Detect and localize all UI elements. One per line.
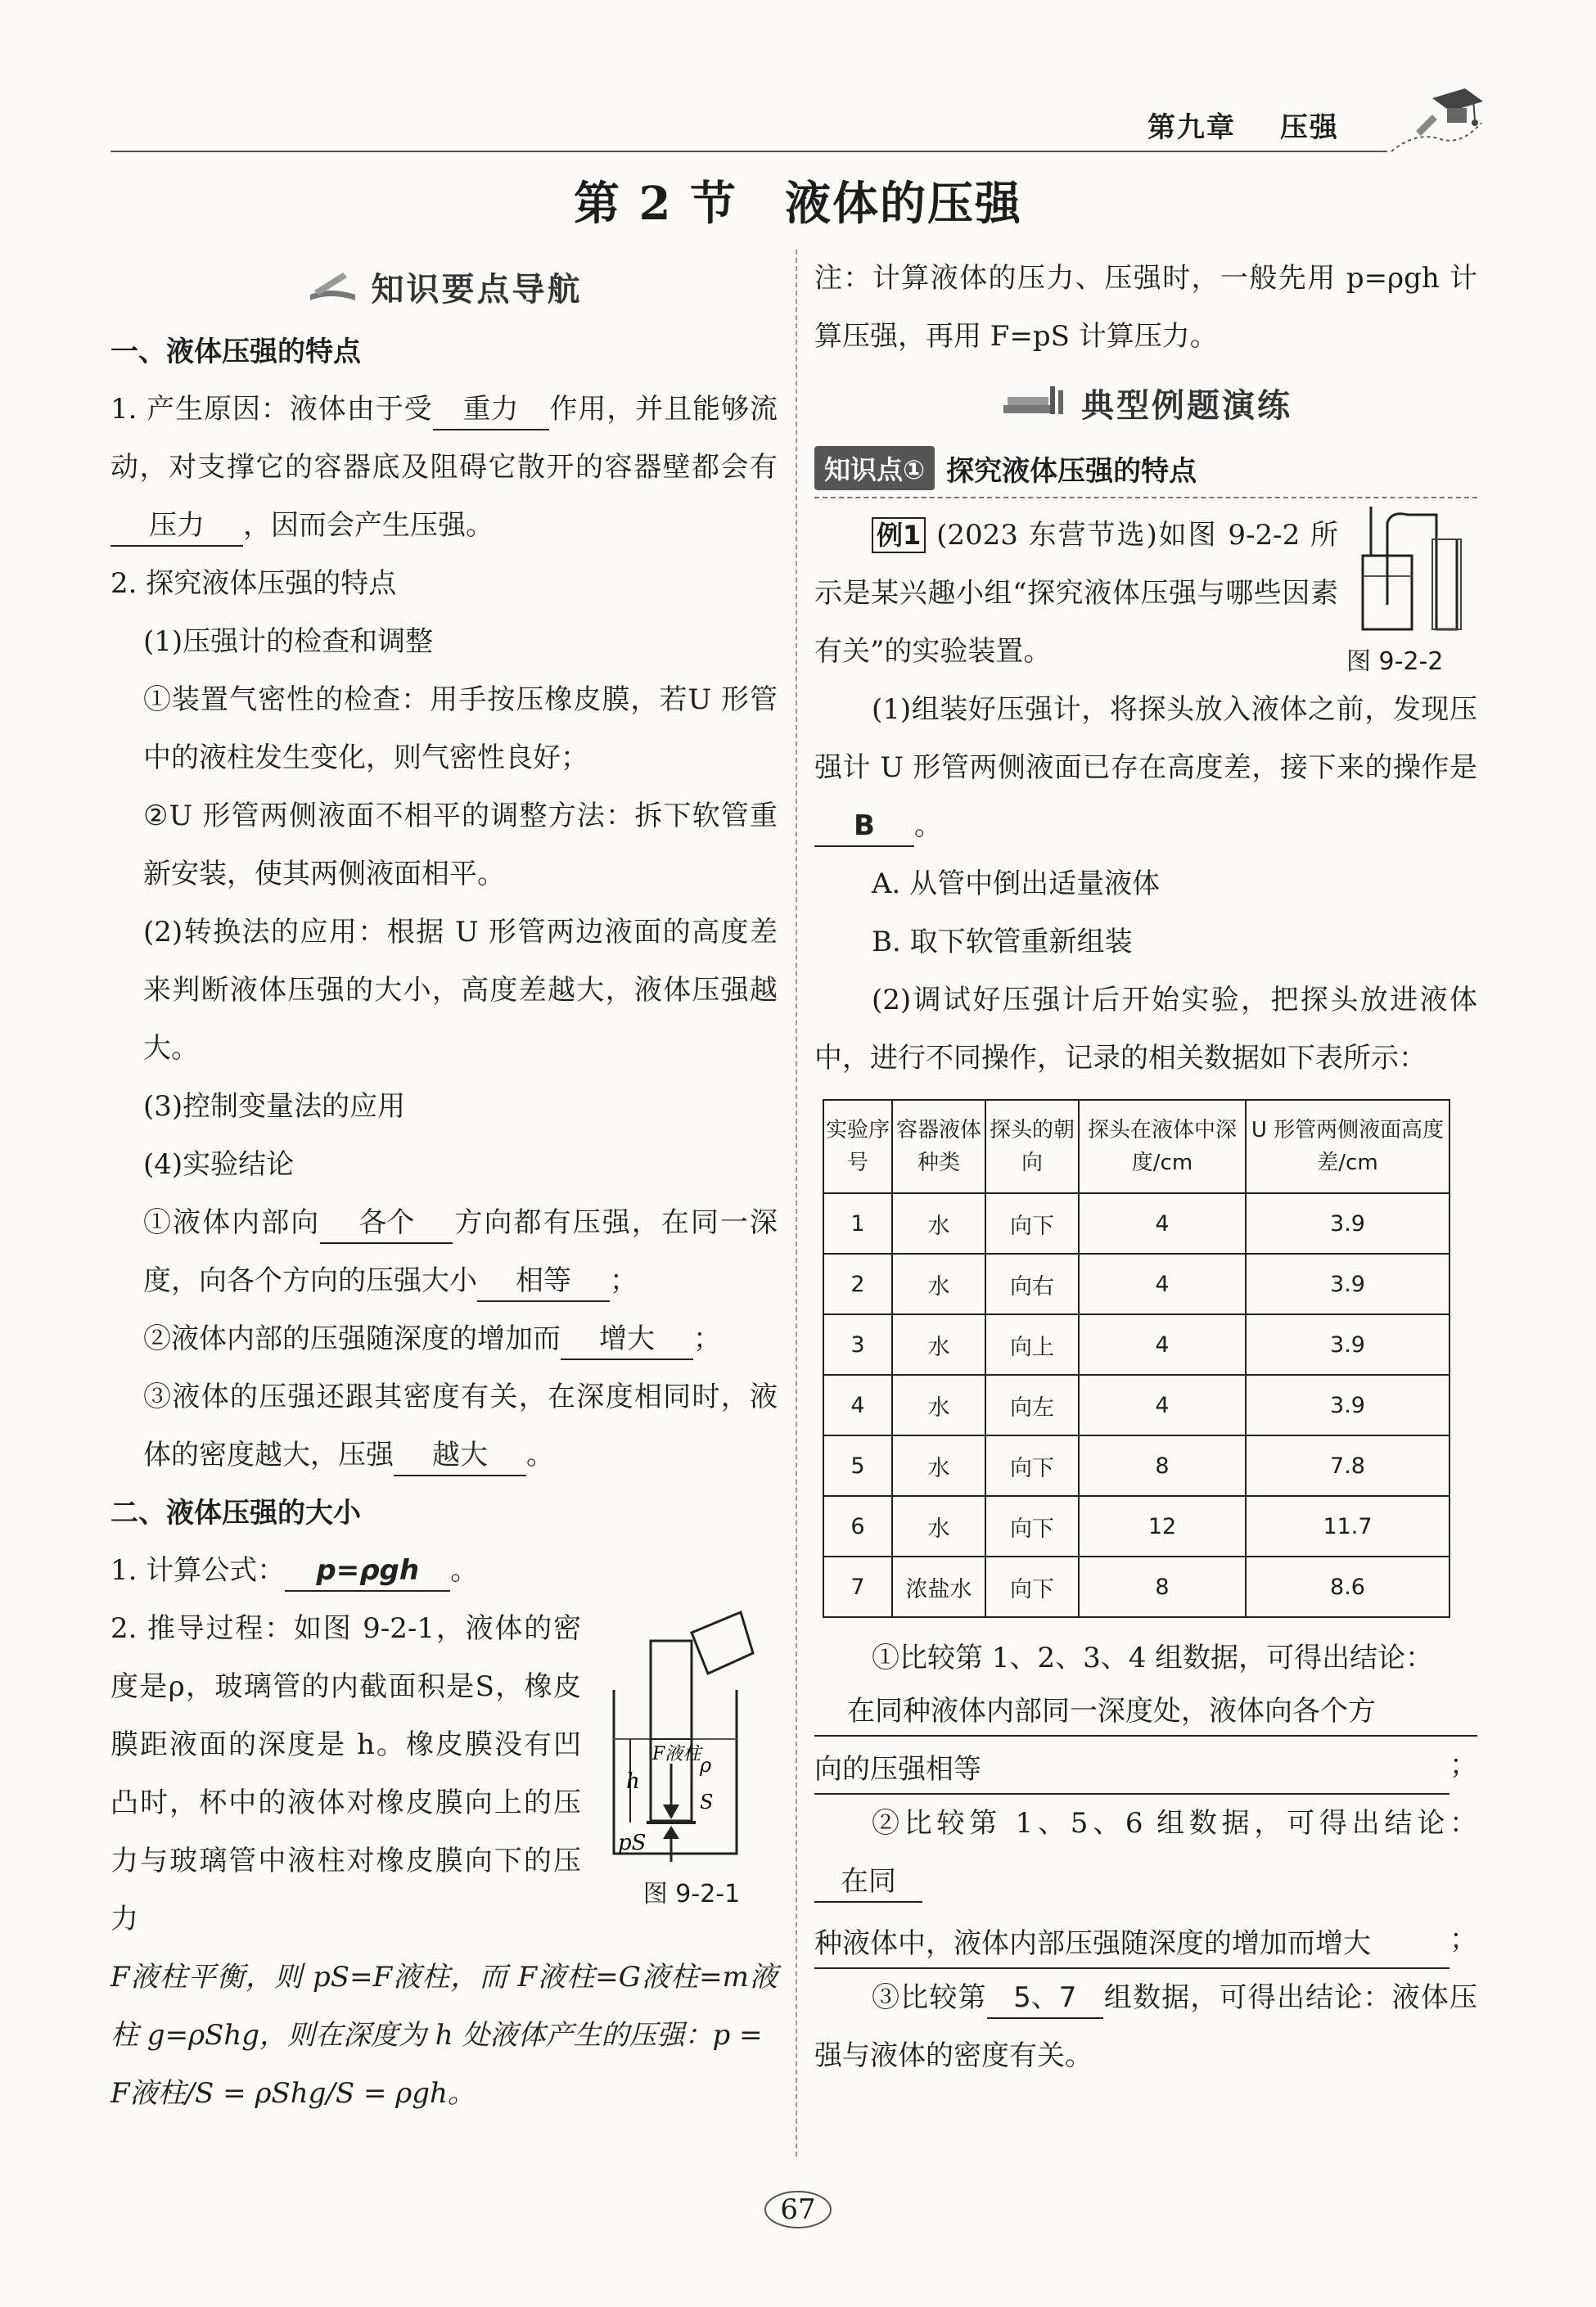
- table-cell: 8: [1079, 1435, 1246, 1496]
- table-cell: 向右: [985, 1254, 1079, 1314]
- beaker-diagram: [602, 1608, 782, 1870]
- table-row: [823, 1375, 1449, 1435]
- table-row: [823, 1254, 1449, 1314]
- paragraph-conversion: (2)转换法的应用：根据 U 形管两边液面的高度差来判断液体压强的大小，高度差越大，液体压强越大。: [143, 916, 778, 1065]
- table-cell: 向左: [985, 1375, 1079, 1435]
- table-cell: 4: [1079, 1314, 1246, 1375]
- answer-2-line2: 种液体中，液体内部压强随深度的增加而增大: [814, 1920, 1449, 1969]
- paragraph-cause: 1. 产生原因：液体由于受 重力 作用，并且能够流动，对支撑它的容器底及阻碍它散开的容器壁都会有压力 ，因而会产生压强。: [110, 381, 778, 555]
- table-cell: 12: [1079, 1496, 1246, 1557]
- fill-equal: 相等: [477, 1261, 610, 1302]
- table-cell: 7.8: [1246, 1435, 1449, 1496]
- table-row: [823, 1314, 1449, 1375]
- th-liquid: 容器液体种类: [892, 1100, 985, 1193]
- option-b: B. 取下软管重新组装: [872, 926, 1133, 958]
- option-a: A. 从管中倒出适量液体: [872, 867, 1161, 900]
- page-number: 67: [757, 2185, 839, 2234]
- fill-gravity: 重力: [433, 390, 549, 430]
- table-cell: 4: [1079, 1193, 1246, 1254]
- table-cell: 向下: [985, 1435, 1079, 1496]
- paragraph-explore: 2. 探究液体压强的特点: [110, 567, 397, 600]
- conclusion-1: ①液体内部向 各个 方向都有压强，在同一深度，向各个方向的压强大小 相等 ；: [110, 1194, 778, 1310]
- heading-liquid-pressure-size: 二、液体压强的大小: [110, 1497, 361, 1530]
- knowledge-point-tag: 知识点①: [814, 446, 935, 490]
- table-cell: 浓盐水: [892, 1557, 985, 1617]
- chapter-header: [1147, 105, 1339, 145]
- table-cell: 水: [892, 1193, 985, 1254]
- label-f: F液柱: [652, 1744, 701, 1764]
- table-cell: 3.9: [1246, 1254, 1449, 1314]
- table-cell: 水: [892, 1435, 985, 1496]
- table-row: [823, 1193, 1449, 1254]
- table-cell: 3.9: [1246, 1375, 1449, 1435]
- table-cell: 3.9: [1246, 1314, 1449, 1375]
- table-cell: 7: [823, 1557, 892, 1617]
- table-cell: 向下: [985, 1496, 1079, 1557]
- th-index: 实验序号: [823, 1100, 892, 1193]
- table-row: [823, 1435, 1449, 1496]
- answer-1: 在同种液体内部同一深度处，液体向各个方 向的压强相等 ；: [814, 1687, 1477, 1795]
- table-cell: 4: [1079, 1375, 1246, 1435]
- answer-3-fill: 5、7: [987, 1978, 1103, 2019]
- answer-2-fill: 在同: [814, 1862, 922, 1903]
- fill-increase: 增大: [561, 1319, 693, 1360]
- table-cell: 11.7: [1246, 1496, 1449, 1557]
- paragraph-airtight-check: ①装置气密性的检查：用手按压橡皮膜，若U 形管中的液柱发生变化，则气密性良好；: [143, 683, 778, 774]
- example-heading-text: 典型例题演练: [1081, 386, 1292, 425]
- th-direction: 探头的朝向: [985, 1100, 1079, 1193]
- section-title: 第 2 节 液体的压强: [574, 177, 1022, 231]
- table-cell: 8.6: [1246, 1557, 1449, 1617]
- figure-9-2-1-caption: 图 9-2-1: [642, 1880, 741, 1908]
- conclusion-2: ②液体内部的压强随深度的增加而 增大 ；: [110, 1310, 778, 1368]
- table-row: [823, 1557, 1449, 1617]
- th-depth: 探头在液体中深度/cm: [1079, 1100, 1246, 1193]
- label-s: S: [700, 1791, 714, 1814]
- example-1-text: 例1 (2023 东营节选)如图 9-2-2 所示是某兴趣小组“探究液体压强与哪些因素有关”的实验装置。: [814, 519, 1339, 668]
- knowledge-nav-heading: [110, 250, 778, 323]
- fill-formula: p=ρgh: [285, 1551, 450, 1592]
- example-heading: [814, 366, 1477, 439]
- table-cell: 4: [823, 1375, 892, 1435]
- figure-9-2-2: [1346, 507, 1477, 677]
- chapter-number: 第九章: [1147, 111, 1236, 144]
- table-cell: 向下: [985, 1193, 1079, 1254]
- table-cell: 1: [823, 1193, 892, 1254]
- question-1: (1)组装好压强计，将探头放入液体之前，发现压强计 U 形管两侧液面已存在高度差，接下来的操作是B 。: [814, 681, 1477, 855]
- figure-9-2-1: [602, 1608, 782, 1908]
- table-cell: 水: [892, 1254, 985, 1314]
- table-row: [823, 1496, 1449, 1557]
- example-tag: 例1: [872, 517, 926, 553]
- table-cell: 水: [892, 1314, 985, 1375]
- paragraph-control-variable: (3)控制变量法的应用: [143, 1090, 406, 1123]
- derivation-text: 2. 推导过程：如图 9-2-1，液体的密度是ρ，玻璃管的内截面积是S，橡皮膜距液面的深度是 h。橡皮膜没有凹凸时，杯中的液体对橡皮膜向上的压力与玻璃管中液柱对橡皮膜向下的压力: [110, 1612, 581, 1935]
- conclusion-3: ③液体的压强还跟其密度有关，在深度相同时，液体的密度越大，压强 越大 。: [110, 1368, 778, 1485]
- table-cell: 水: [892, 1375, 985, 1435]
- formula-line: 1. 计算公式： p=ρgh 。: [110, 1542, 778, 1600]
- answer-2: ②比较第 1、5、6 组数据，可得出结论：在同: [814, 1795, 1477, 1911]
- answer-2-cont: 种液体中，液体内部压强随深度的增加而增大 ；: [814, 1911, 1477, 1969]
- knowledge-point-title: 探究液体压强的特点: [946, 454, 1197, 488]
- graduation-cap-icon: [1383, 74, 1490, 164]
- table-cell: 水: [892, 1496, 985, 1557]
- books-icon: [999, 382, 1073, 423]
- left-column: [110, 250, 778, 2123]
- table-cell: 4: [1079, 1254, 1246, 1314]
- note-paragraph: 注：计算液体的压力、压强时，一般先用 p=ρgh 计算压强，再用 F=pS 计算压力。: [814, 262, 1477, 353]
- table-cell: 向下: [985, 1557, 1079, 1617]
- label-h: h: [626, 1769, 640, 1794]
- table-cell: 向上: [985, 1314, 1079, 1375]
- knowledge-point-bar: [814, 439, 1477, 498]
- paragraph-adjust-method: ②U 形管两侧液面不相平的调整方法：拆下软管重新安装，使其两侧液面相平。: [143, 800, 778, 890]
- answer-3: ③比较第 5、7 组数据，可得出结论：液体压强与液体的密度有关。: [814, 1969, 1477, 2085]
- table-cell: 6: [823, 1496, 892, 1557]
- paragraph-conclusion: (4)实验结论: [143, 1148, 295, 1181]
- label-rho: ρ: [700, 1754, 712, 1777]
- table-cell: 5: [823, 1435, 892, 1496]
- manometer-diagram: [1346, 507, 1469, 638]
- paragraph-check-adjust: (1)压强计的检查和调整: [143, 625, 434, 658]
- answer-1-line2: 向的压强相等: [814, 1746, 1449, 1795]
- table-header-row: [823, 1100, 1449, 1193]
- table-cell: 8: [1079, 1557, 1246, 1617]
- fill-every-direction: 各个: [320, 1203, 453, 1244]
- derivation-block: [110, 1600, 778, 1949]
- fill-answer-b: B: [814, 806, 914, 847]
- answer-1-prompt: ①比较第 1、2、3、4 组数据，可得出结论：: [872, 1642, 1434, 1674]
- heading-liquid-pressure-features: 一、液体压强的特点: [110, 336, 361, 368]
- data-table: [823, 1099, 1450, 1618]
- th-height-diff: U 形管两侧液面高度差/cm: [1246, 1100, 1449, 1193]
- table-cell: 2: [823, 1254, 892, 1314]
- nav-heading-text: 知识要点导航: [371, 270, 583, 309]
- answer-1-line1: 在同种液体内部同一深度处，液体向各个方: [814, 1687, 1477, 1737]
- figure-9-2-2-caption: 图 9-2-2: [1346, 647, 1444, 676]
- question-2: (2)调试好压强计后开始实验，把探头放进液体中，进行不同操作，记录的相关数据如下表所示：: [814, 984, 1477, 1075]
- label-ps: pS: [618, 1831, 647, 1855]
- chapter-name: 压强: [1279, 111, 1339, 144]
- table-cell: 3: [823, 1314, 892, 1375]
- table-cell: 3.9: [1246, 1193, 1449, 1254]
- header-rule: [110, 151, 1387, 152]
- fill-pressure-force: 压力: [110, 506, 243, 547]
- example-1: [814, 507, 1477, 681]
- derivation-continued: F液柱平衡，则 pS=F液柱，而 F液柱=G液柱=m液柱 g=ρShg，则在深度为 h 处液体产生的压强：p =: [110, 1961, 778, 2052]
- column-divider: [796, 250, 797, 2156]
- book-pencil-icon: [306, 266, 363, 307]
- fill-larger: 越大: [394, 1435, 526, 1476]
- right-column: [814, 250, 1477, 2085]
- derivation-result: F液柱/S = ρShg/S = ρgh。: [110, 2077, 476, 2110]
